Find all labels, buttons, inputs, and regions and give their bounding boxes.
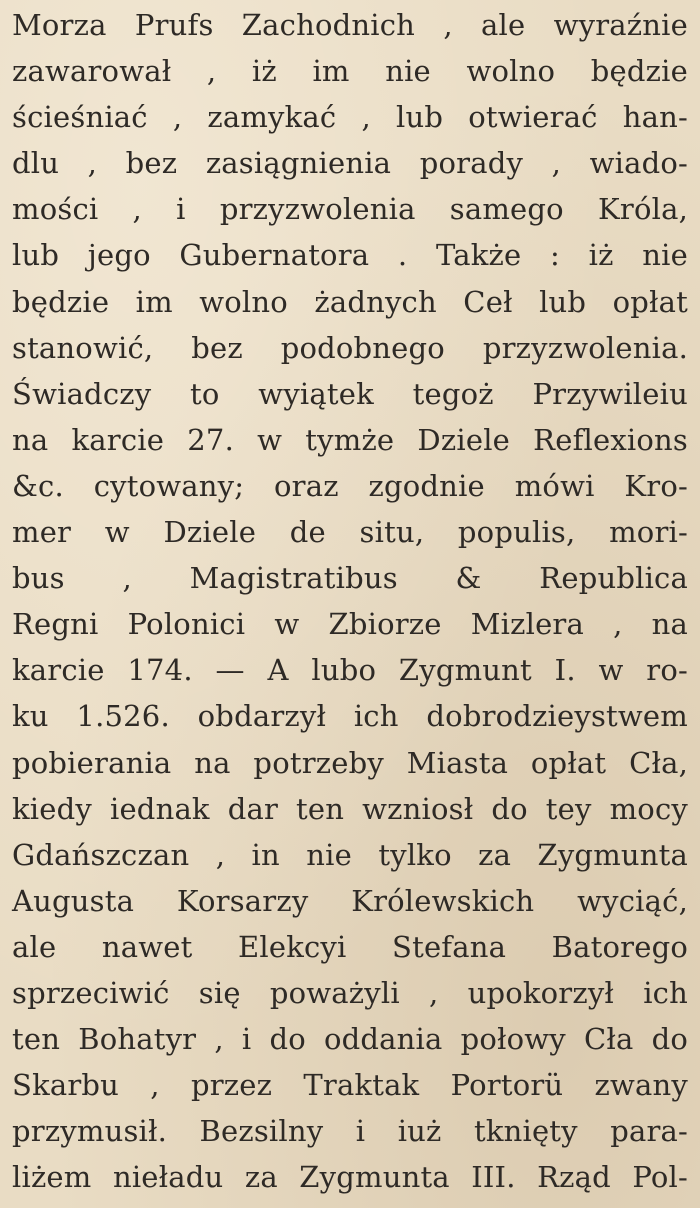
text-line: na karcie 27. w tymże Dziele Reflexions xyxy=(12,422,688,457)
text-line: liżem nieładu za Zygmunta III. Rząd Pol- xyxy=(12,1160,688,1195)
text-line: mer w Dziele de situ, populis, mori- xyxy=(12,515,688,550)
text-line: Gdańszczan , in nie tylko za Zygmunta xyxy=(12,837,688,872)
text-line: dlu , bez zasiągnienia porady , wiado- xyxy=(12,146,688,181)
text-line: stanowić, bez podobnego przyzwolenia. xyxy=(12,330,688,365)
text-line: mości , i przyzwolenia samego Króla, xyxy=(12,192,688,227)
text-line: Świadczy to wyiątek tegoż Przywileiu xyxy=(12,376,688,411)
text-line: ten Bohatyr , i do oddania połowy Cła do xyxy=(12,1022,688,1057)
text-line: ku 1.526. obdarzył ich dobrodzieystwem xyxy=(12,699,688,734)
text-line: ścieśniać , zamykać , lub otwierać han- xyxy=(12,100,688,135)
text-line: przymusił. Bezsilny i iuż tknięty para- xyxy=(12,1114,688,1149)
text-line: Augusta Korsarzy Królewskich wyciąć, xyxy=(12,883,688,918)
text-line: lub jego Gubernatora . Także : iż nie xyxy=(12,238,688,273)
text-line: &c. cytowany; oraz zgodnie mówi Kro- xyxy=(12,468,688,503)
text-line: Skarbu , przez Traktak Portorü zwany xyxy=(12,1068,688,1103)
text-line: zawarował , iż im nie wolno będzie xyxy=(12,54,688,89)
text-line: Regni Polonici w Zbiorze Mizlera , na xyxy=(12,607,688,642)
text-line: karcie 174. — A lubo Zygmunt I. w ro- xyxy=(12,653,688,688)
text-line: bus , Magistratibus & Republica xyxy=(12,561,688,596)
text-line: kiedy iednak dar ten wzniosł do tey mocy xyxy=(12,791,688,826)
text-line: sprzeciwić się poważyli , upokorzył ich xyxy=(12,975,688,1010)
body-text xyxy=(12,2,688,1200)
text-line: będzie im wolno żadnych Ceł lub opłat xyxy=(12,284,688,319)
text-line: Morza Prufs Zachodnich , ale wyraźnie xyxy=(12,8,688,42)
text-line: pobierania na potrzeby Miasta opłat Cła, xyxy=(12,745,688,780)
text-line: ale nawet Elekcyi Stefana Batorego xyxy=(12,929,688,964)
